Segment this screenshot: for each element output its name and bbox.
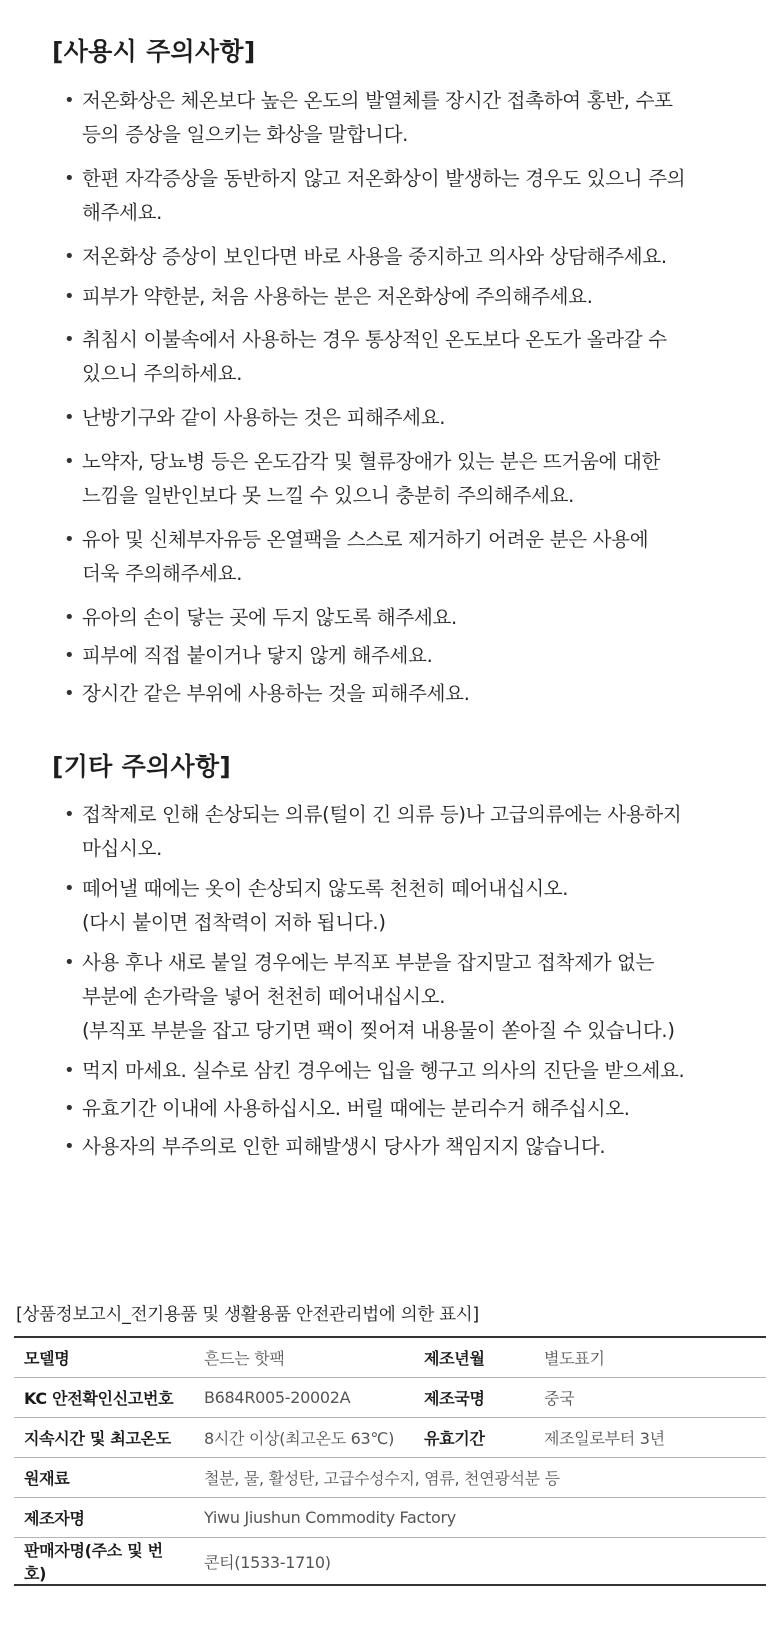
kc-label: KC 안전확인신고번호 (14, 1378, 194, 1418)
other-item-3: • 사용 후나 새로 붙일 경우에는 부직포 부분을 잡지말고 접착제가 없는 부분에 손가락을 넣어 천천히 떼어내십시오. (부직포 부분을 잡고 당기면 팩이 찢어져 내용물이 쏟아질 수 있습니다.) (60, 946, 750, 1048)
duration-value: 8시간 이상(최고온도 63℃) (194, 1418, 414, 1458)
product-info-table (14, 1336, 766, 1586)
other-list (60, 798, 750, 1164)
maker-label: 제조자명 (14, 1498, 194, 1538)
usage-item-3: • 저온화상 증상이 보인다면 바로 사용을 중지하고 의사와 상담해주세요. (60, 240, 750, 274)
usage-item-2: • 한편 자각증상을 동반하지 않고 저온화상이 발생하는 경우도 있으니 주의 해주세요. (60, 162, 750, 230)
table-row (14, 1418, 766, 1458)
usage-item-6: • 난방기구와 같이 사용하는 것은 피해주세요. (60, 401, 750, 435)
material-label: 원재료 (14, 1458, 194, 1498)
other-item-4: • 먹지 마세요. 실수로 삼킨 경우에는 입을 헹구고 의사의 진단을 받으세요. (60, 1054, 750, 1088)
usage-item-5: • 취침시 이불속에서 사용하는 경우 통상적인 온도보다 온도가 올라갈 수 있으니 주의하세요. (60, 323, 750, 391)
usage-item-8: • 유아 및 신체부자유등 온열팩을 스스로 제거하기 어려운 분은 사용에 더욱 주의해주세요. (60, 523, 750, 591)
seller-value: 콘티(1533-1710) (204, 1552, 331, 1572)
country-label: 제조국명 (414, 1378, 534, 1418)
usage-item-11: • 장시간 같은 부위에 사용하는 것을 피해주세요. (60, 677, 750, 711)
table-row (14, 1337, 766, 1378)
duration-label: 지속시간 및 최고온도 (14, 1418, 194, 1458)
mfg-date-label: 제조년월 (414, 1337, 534, 1378)
usage-section-title: [사용시 주의사항] (52, 37, 256, 66)
country-value: 중국 (534, 1378, 766, 1418)
table-row (14, 1458, 766, 1498)
other-section-title: [기타 주의사항] (52, 752, 232, 781)
table-row (14, 1378, 766, 1418)
usage-item-1: • 저온화상은 체온보다 높은 온도의 발열체를 장시간 접촉하여 홍반, 수포 등의 증상을 일으키는 화상을 말합니다. (60, 84, 750, 152)
expiry-value: 제조일로부터 3년 (534, 1418, 766, 1458)
maker-value: Yiwu Jiushun Commodity Factory (194, 1498, 766, 1538)
other-item-2: • 떼어낼 때에는 옷이 손상되지 않도록 천천히 떼어내십시오. (다시 붙이면 접착력이 저하 됩니다.) (60, 872, 750, 940)
other-item-1: • 접착제로 인해 손상되는 의류(털이 긴 의류 등)나 고급의류에는 사용하지 마십시오. (60, 798, 750, 866)
material-value: 철분, 물, 활성탄, 고급수성수지, 염류, 천연광석분 등 (194, 1458, 766, 1498)
table-row (14, 1538, 766, 1586)
model-label: 모델명 (14, 1337, 194, 1378)
seller-label: 판매자명(주소 및 번호) (24, 1541, 163, 1583)
kc-value: B684R005-20002A (194, 1378, 414, 1418)
table-row (14, 1498, 766, 1538)
usage-item-4: • 피부가 약한분, 처음 사용하는 분은 저온화상에 주의해주세요. (60, 280, 750, 314)
usage-item-9: • 유아의 손이 닿는 곳에 두지 않도록 해주세요. (60, 601, 750, 635)
other-item-6: • 사용자의 부주의로 인한 피해발생시 당사가 책임지지 않습니다. (60, 1130, 750, 1164)
usage-list (60, 84, 750, 711)
model-value: 흔드는 핫팩 (194, 1337, 414, 1378)
expiry-label: 유효기간 (414, 1418, 534, 1458)
usage-item-7: • 노약자, 당뇨병 등은 온도감각 및 혈류장애가 있는 분은 뜨거움에 대한 느낌을 일반인보다 못 느낄 수 있으니 충분히 주의해주세요. (60, 445, 750, 513)
other-item-5: • 유효기간 이내에 사용하십시오. 버릴 때에는 분리수거 해주십시오. (60, 1092, 750, 1126)
product-notice-heading: [상품정보고시_전기용품 및 생활용품 안전관리법에 의한 표시] (16, 1305, 479, 1325)
mfg-date-value: 별도표기 (534, 1337, 766, 1378)
usage-item-10: • 피부에 직접 붙이거나 닿지 않게 해주세요. (60, 639, 750, 673)
